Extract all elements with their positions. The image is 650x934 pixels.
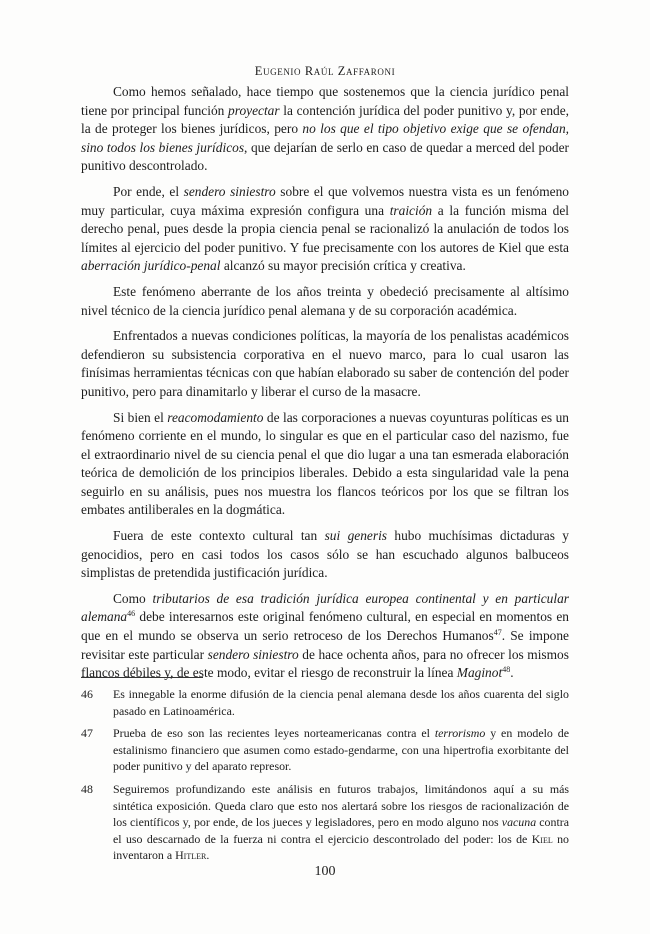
footnote-number: 46 — [81, 687, 93, 701]
paragraph-6: Fuera de este contexto cultural tan sui generis hubo muchísimas dictaduras y genocidios, pero en casi todos los casos sólo se han escuchado algunos balbuceos simplistas de pretendida justificación jurídica. — [81, 528, 569, 581]
footnote-48 — [81, 781, 569, 864]
paragraph-7: Como tributarios de esa tradición jurídica europea continental y en particular alemana$^{46}$ debe interesarnos este original fenómeno cultural, en especial en momentos en que en el mundo se observa un serio retroceso de los Derechos Humanos$^{47}$. Se impone revisitar este particular sendero siniestro de hace ochenta años, para no ofrecer los mismos flancos débiles y, de este modo, evitar el riesgo de reconstruir la línea Maginot$^{48}$. — [81, 590, 569, 681]
paragraph-4: Enfrentados a nuevas condiciones políticas, la mayoría de los penalistas académicos defendieron su subsistencia corporativa en el nuevo marco, para lo cual usaron las finísimas herramientas técnicas con que habían elaborado su saber de contención del poder punitivo, pero para dinamitarlo y liberar el curso de la masacre. — [81, 328, 569, 399]
paragraph-3: Este fenómeno aberrante de los años treinta y obedeció precisamente al altísimo nivel técnico de la ciencia jurídico penal alemana y de su corporación académica. — [81, 283, 569, 318]
footnote-divider — [81, 677, 203, 678]
footnote-text: Seguiremos profundizando este análisis en futuros trabajos, limitándonos aquí a su más sintética exposición. Queda claro que esto nos alertará sobre los riesgos de racionalización de los científicos y, por ende, de los jueces y legisladores, pero en modo alguno nos vacuna contra el uso descarnado de la fuerza ni contra el ejercicio descontrolado del poder: los de Kiel no inventaron a Hitler. — [113, 781, 569, 863]
footnote-ref-46[interactable]: 46 — [127, 609, 136, 619]
running-header: Eugenio Raúl Zaffaroni — [254, 64, 396, 78]
footnote-text: Prueba de eso son las recientes leyes norteamericanas contra el terrorismo y en modelo de estalinismo financiero que asumen como estado-gendarme, con una hipertrofia exorbitante del poder punitivo y del aparato represor. — [113, 726, 569, 774]
footnote-text: Es innegable la enorme difusión de la ciencia penal alemana desde los años cuarenta del siglo pasado en Latinoamérica. — [113, 687, 569, 718]
main-text — [81, 83, 569, 690]
page-number: 100 — [314, 864, 336, 879]
footnote-ref-47[interactable]: 47 — [493, 628, 502, 638]
footnote-47 — [81, 725, 569, 775]
footnote-number: 48 — [81, 781, 93, 796]
paragraph-5: Si bien el reacomodamiento de las corporaciones a nuevas coyunturas políticas es un fenómeno corriente en el mundo, lo singular es que en el particular caso del nazismo, fue el extraordinario nivel de su ciencia penal el que dio lugar a una tan esmerada elaboración teórica de demolición de los principios liberales. Debido a esta singularidad vale la pena seguirlo en su análisis, pues nos muestra los flancos teóricos por los que se filtran los embates antiliberales en la dogmática. — [81, 409, 569, 518]
footnotes — [81, 686, 569, 870]
paragraph-2: Por ende, el sendero siniestro sobre el que volvemos nuestra vista es un fenómeno muy particular, cuya máxima expresión configura una traición a la función misma del derecho penal, pues desde la propia ciencia penal se racionalizó la anulación de todos los límites al ejercicio del poder punitivo. Y fue precisamente con los autores de Kiel que esta aberración jurídico-penal alcanzó su mayor precisión crítica y creativa. — [81, 183, 569, 274]
footnote-number: 47 — [81, 726, 93, 741]
footnote-46 — [81, 686, 569, 719]
footnote-ref-48[interactable]: 48 — [502, 665, 511, 675]
paragraph-1: Como hemos señalado, hace tiempo que sostenemos que la ciencia jurídico penal tiene por principal función proyectar la contención jurídica del poder punitivo y, por ende, la de proteger los bienes jurídicos, pero no los que el tipo objetivo exige que se ofendan, sino todos los bienes jurídicos, que dejarían de serlo en caso de quedar a merced del poder punitivo descontrolado. — [81, 84, 569, 174]
